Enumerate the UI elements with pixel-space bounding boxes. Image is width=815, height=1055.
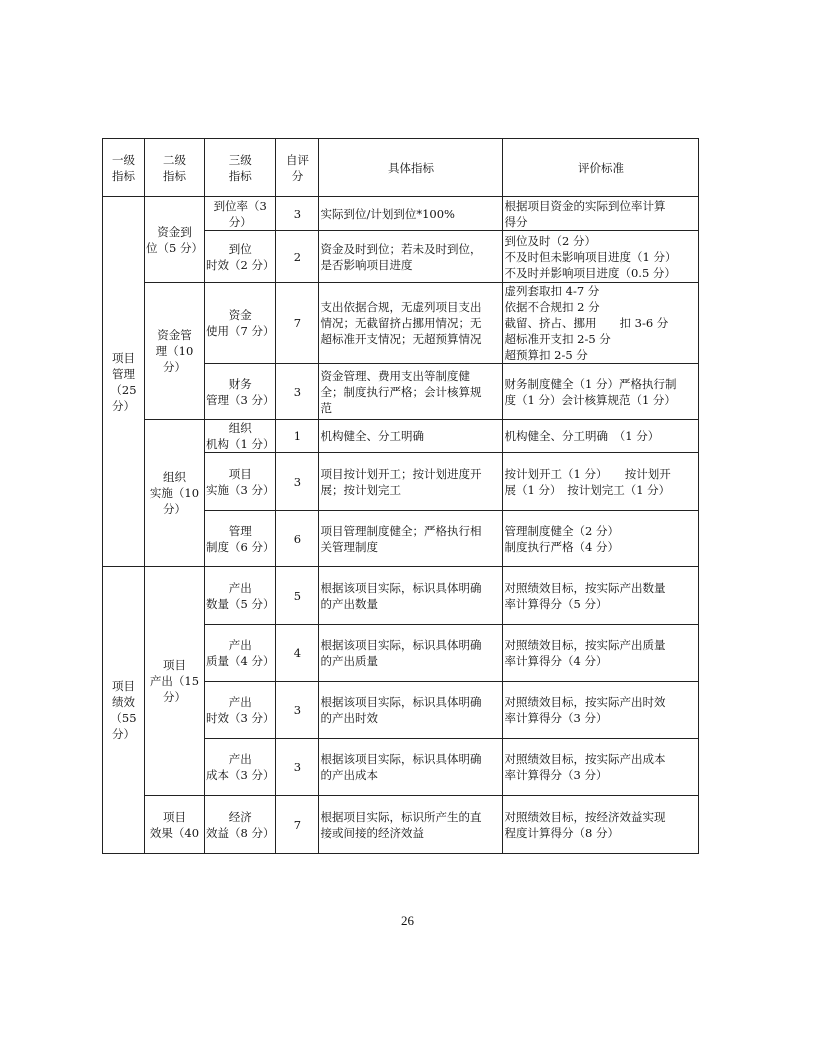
header-level3-line: 三级 — [228, 152, 252, 167]
indicator-detail — [319, 511, 503, 567]
criteria-detail — [503, 567, 699, 625]
level2-indicator — [145, 420, 205, 567]
criteria-detail-line: 率计算得分（4 分） — [504, 654, 608, 668]
level2-indicator — [145, 197, 205, 283]
self-score-text: 3 — [293, 474, 302, 489]
level1-indicator-line: 项目 — [112, 350, 135, 365]
indicator-detail-line: 展；按计划完工 — [320, 482, 401, 497]
self-score — [276, 283, 319, 364]
level3-indicator-line: 实施（3 分） — [205, 482, 275, 497]
indicator-detail-line: 根据该项目实际，标识具体明确 — [320, 580, 482, 595]
level3-indicator-line: 资金 — [228, 308, 252, 322]
criteria-detail-line: 依据不合规扣 2 分 — [504, 300, 600, 314]
page-number: 26 — [401, 913, 414, 928]
self-score-text: 6 — [293, 531, 302, 546]
indicator-detail — [319, 420, 503, 453]
level1-indicator-line: 管理 — [112, 366, 135, 381]
self-score-text: 3 — [293, 206, 302, 221]
indicator-detail-line: 实际到位/计划到位*100% — [320, 206, 455, 221]
criteria-detail — [503, 231, 699, 283]
criteria-detail — [503, 420, 699, 453]
indicator-detail-line: 项目管理制度健全；严格执行相 — [320, 523, 482, 538]
indicator-detail — [319, 364, 503, 420]
header-indicator-text: 具体指标 — [387, 160, 434, 175]
self-score — [276, 567, 319, 625]
self-score — [276, 511, 319, 567]
header-self-score-line: 自评 — [285, 152, 309, 167]
level3-indicator-line: 产出 — [228, 695, 252, 709]
level3-indicator-line: 到位 — [228, 241, 252, 256]
level2-indicator-line: 分） — [162, 360, 186, 374]
self-score-text: 3 — [293, 384, 302, 399]
level3-indicator-line: 制度（6 分） — [205, 539, 275, 554]
self-score-text: 7 — [293, 817, 302, 832]
criteria-detail-line: 截留、挤占、挪用 扣 3-6 分 — [504, 316, 669, 330]
criteria-detail — [503, 739, 699, 796]
self-score — [276, 682, 319, 739]
indicator-detail-line: 根据该项目实际，标识具体明确 — [320, 695, 482, 709]
level1-indicator — [103, 567, 145, 854]
level1-indicator-line: 分） — [112, 727, 135, 741]
level3-indicator-line: 时效（3 分） — [205, 711, 275, 725]
indicator-detail-line: 资金及时到位；若未及时到位， — [320, 241, 482, 256]
level2-indicator-line: 项目 — [162, 809, 186, 824]
level2-indicator-line: 分） — [162, 690, 186, 704]
level3-indicator-line: 数量（5 分） — [205, 596, 275, 611]
criteria-detail-line: 机构健全、分工明确 （1 分） — [504, 429, 660, 443]
level1-indicator-line: 项目 — [112, 679, 135, 693]
self-score-text: 3 — [293, 760, 302, 774]
self-score — [276, 625, 319, 682]
level3-indicator-line: 质量（4 分） — [205, 654, 275, 668]
indicator-detail — [319, 283, 503, 364]
level3-indicator-line: 项目 — [228, 466, 252, 481]
level3-indicator — [204, 231, 275, 283]
self-score-text: 7 — [293, 316, 302, 330]
indicator-detail — [319, 796, 503, 854]
criteria-detail-line: 率计算得分（5 分） — [504, 596, 608, 611]
indicator-detail-line: 关管理制度 — [320, 539, 378, 554]
criteria-detail-line: 超预算扣 2-5 分 — [504, 348, 588, 362]
criteria-detail-line: 管理制度健全（2 分） — [504, 523, 619, 538]
criteria-detail — [503, 453, 699, 511]
self-score-text: 2 — [293, 249, 302, 264]
indicator-detail-line: 接或间接的经济效益 — [320, 825, 424, 840]
level1-indicator-line: （55 — [110, 711, 137, 725]
self-score — [276, 453, 319, 511]
level3-indicator — [204, 197, 275, 231]
criteria-detail — [503, 796, 699, 854]
table-row — [103, 283, 699, 364]
level3-indicator — [204, 511, 275, 567]
criteria-detail — [503, 682, 699, 739]
level3-indicator — [204, 420, 275, 453]
indicator-detail-line: 的产出时效 — [320, 711, 378, 725]
level2-indicator-line: 项目 — [162, 658, 186, 672]
criteria-detail-line: 超标准开支扣 2-5 分 — [504, 332, 611, 346]
self-score-text: 5 — [293, 588, 302, 603]
evaluation-table — [102, 138, 699, 854]
indicator-detail-line: 项目按计划开工；按计划进度开 — [320, 466, 482, 481]
criteria-detail-line: 虚列套取扣 4-7 分 — [504, 284, 600, 298]
header-row — [103, 139, 699, 197]
indicator-detail-line: 超标准开支情况；无超预算情况 — [320, 332, 482, 346]
level2-indicator-line: 资金到 — [157, 224, 192, 239]
self-score — [276, 739, 319, 796]
header-criteria — [503, 139, 699, 197]
indicator-detail-line: 支出依据合规，无虚列项目支出 — [320, 300, 482, 314]
level2-indicator-line: 分） — [162, 502, 186, 516]
table-row — [103, 796, 699, 854]
header-level2-line: 二级 — [162, 152, 186, 167]
header-criteria-text: 评价标准 — [577, 160, 624, 175]
level2-indicator-line: 组织 — [162, 470, 186, 484]
level2-indicator-line: 资金管 — [157, 328, 192, 342]
level3-indicator-line: 管理（3 分） — [205, 392, 275, 407]
indicator-detail — [319, 231, 503, 283]
header-level3-line: 指标 — [228, 168, 252, 183]
self-score — [276, 364, 319, 420]
table-row — [103, 567, 699, 625]
criteria-detail-line: 制度执行严格（4 分） — [504, 539, 619, 554]
criteria-detail-line: 对照绩效目标，按实际产出成本 — [504, 752, 666, 766]
indicator-detail-line: 是否影响项目进度 — [320, 257, 413, 272]
table-row — [103, 197, 699, 231]
indicator-detail — [319, 197, 503, 231]
header-self-score-line: 分 — [291, 168, 304, 183]
criteria-detail-line: 得分 — [504, 214, 528, 229]
header-level1-line: 一级 — [112, 152, 135, 167]
self-score — [276, 796, 319, 854]
level2-indicator-line: 产出（15 — [149, 674, 200, 688]
level2-indicator — [145, 283, 205, 420]
self-score-text: 3 — [293, 703, 302, 717]
header-level1-line: 指标 — [112, 168, 135, 183]
criteria-detail-line: 对照绩效目标，按经济效益实现 — [504, 809, 666, 824]
indicator-detail-line: 全；制度执行严格；会计核算规 — [320, 384, 482, 399]
criteria-detail-line: 不及时但未影响项目进度（1 分） — [504, 249, 677, 264]
header-level1 — [103, 139, 145, 197]
level3-indicator — [204, 739, 275, 796]
criteria-detail-line: 对照绩效目标，按实际产出质量 — [504, 638, 666, 652]
level1-indicator-line: （25 — [110, 382, 137, 397]
level3-indicator-line: 时效（2 分） — [205, 257, 275, 272]
level3-indicator-line: 到位率（3 — [213, 198, 267, 213]
indicator-detail-line: 的产出成本 — [320, 768, 378, 782]
level1-indicator-line: 分） — [112, 398, 135, 413]
level2-indicator-line: 位（5 分） — [146, 240, 203, 255]
criteria-detail-line: 按计划开工（1 分） 按计划开 — [504, 466, 671, 481]
self-score — [276, 420, 319, 453]
criteria-detail-line: 程度计算得分（8 分） — [504, 825, 619, 840]
criteria-detail-line: 不及时并影响项目进度（0.5 分） — [504, 265, 676, 280]
criteria-detail — [503, 364, 699, 420]
criteria-detail-line: 财务制度健全（1 分）严格执行制 — [504, 376, 677, 391]
level3-indicator — [204, 283, 275, 364]
level3-indicator-line: 使用（7 分） — [205, 324, 275, 338]
indicator-detail-line: 的产出数量 — [320, 596, 378, 611]
level3-indicator-line: 产出 — [228, 638, 252, 652]
level2-indicator — [145, 796, 205, 854]
level2-indicator-line: 实施（10 — [149, 486, 200, 500]
criteria-detail — [503, 625, 699, 682]
level3-indicator — [204, 567, 275, 625]
level3-indicator-line: 分） — [228, 214, 252, 229]
indicator-detail-line: 根据该项目实际，标识具体明确 — [320, 638, 482, 652]
level2-indicator-line: 效果（40 — [149, 825, 200, 840]
level3-indicator — [204, 682, 275, 739]
criteria-detail-line: 对照绩效目标，按实际产出时效 — [504, 695, 666, 709]
level3-indicator-line: 效益（8 分） — [205, 825, 275, 840]
level3-indicator-line: 产出 — [228, 580, 252, 595]
indicator-detail-line: 范 — [320, 400, 332, 415]
level3-indicator-line: 经济 — [228, 809, 252, 824]
criteria-detail — [503, 283, 699, 364]
indicator-detail-line: 情况；无截留挤占挪用情况；无 — [320, 316, 482, 330]
level2-indicator-line: 理（10 — [155, 344, 194, 358]
level3-indicator-line: 成本（3 分） — [205, 768, 275, 782]
header-level3 — [204, 139, 275, 197]
indicator-detail-line: 机构健全、分工明确 — [320, 429, 424, 443]
level3-indicator-line: 管理 — [228, 523, 252, 538]
header-level2 — [145, 139, 205, 197]
self-score — [276, 197, 319, 231]
indicator-detail — [319, 682, 503, 739]
criteria-detail — [503, 197, 699, 231]
level3-indicator-line: 组织 — [228, 421, 252, 435]
criteria-detail-line: 到位及时（2 分） — [504, 233, 596, 248]
level3-indicator-line: 机构（1 分） — [205, 437, 275, 451]
self-score-text: 1 — [293, 429, 302, 443]
criteria-detail-line: 展（1 分） 按计划完工（1 分） — [504, 482, 671, 497]
header-indicator — [319, 139, 503, 197]
level3-indicator — [204, 453, 275, 511]
level3-indicator-line: 产出 — [228, 752, 252, 766]
level3-indicator — [204, 796, 275, 854]
indicator-detail — [319, 567, 503, 625]
indicator-detail-line: 的产出质量 — [320, 654, 378, 668]
criteria-detail-line: 度（1 分）会计核算规范（1 分） — [504, 392, 676, 407]
table-row — [103, 420, 699, 453]
criteria-detail-line: 率计算得分（3 分） — [504, 711, 608, 725]
self-score — [276, 231, 319, 283]
indicator-detail-line: 根据该项目实际，标识具体明确 — [320, 752, 482, 766]
self-score-text: 4 — [293, 646, 302, 660]
criteria-detail-line: 根据项目资金的实际到位率计算 — [504, 198, 666, 213]
indicator-detail — [319, 453, 503, 511]
indicator-detail-line: 资金管理、费用支出等制度健 — [320, 368, 470, 383]
indicator-detail — [319, 625, 503, 682]
level1-indicator — [103, 197, 145, 567]
level3-indicator — [204, 625, 275, 682]
header-level2-line: 指标 — [162, 168, 186, 183]
criteria-detail-line: 率计算得分（3 分） — [504, 768, 608, 782]
criteria-detail-line: 对照绩效目标，按实际产出数量 — [504, 580, 666, 595]
indicator-detail-line: 根据项目实际，标识所产生的直 — [320, 809, 482, 824]
level3-indicator-line: 财务 — [228, 376, 252, 391]
criteria-detail — [503, 511, 699, 567]
indicator-detail — [319, 739, 503, 796]
level1-indicator-line: 绩效 — [112, 695, 135, 709]
level3-indicator — [204, 364, 275, 420]
level2-indicator — [145, 567, 205, 796]
header-self-score — [276, 139, 319, 197]
